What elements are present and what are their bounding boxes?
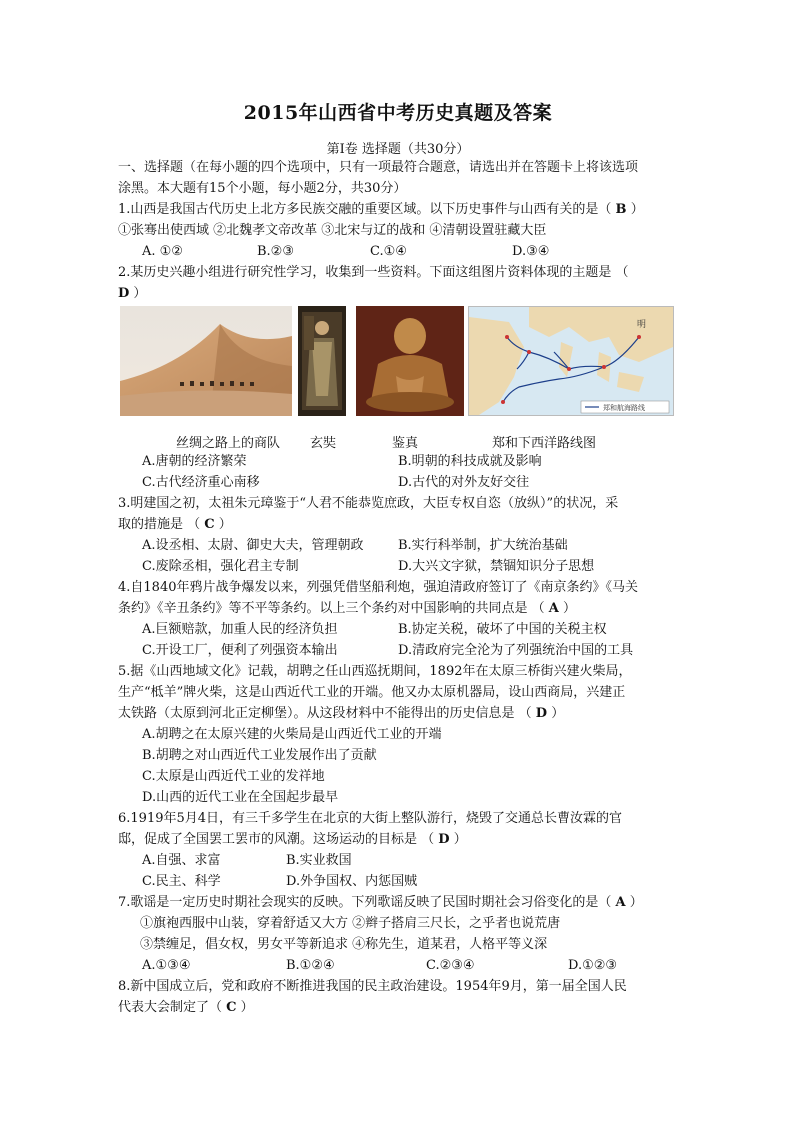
caption-xuanzang: 玄奘 (310, 436, 337, 451)
question-7-items-1: ①旗袍西服中山装，穿着舒适又大方 ②辫子搭肩三尺长，之乎者也说荒唐 (140, 916, 561, 931)
question-4-stem-cont: 条约》《辛丑条约》等不平等条约。以上三个条约对中国影响的共同点是 （ A ） (118, 601, 577, 616)
silk-road-caravan-image (120, 306, 292, 416)
question-5-option-c: C.太原是山西近代工业的发祥地 (142, 769, 325, 784)
caption-zheng-he-map: 郑和下西洋路线图 (492, 436, 597, 451)
question-5-answer: D (535, 706, 548, 721)
question-4-option-c: C.开设工厂，便利了列强资本输出 (142, 643, 338, 658)
question-2-stem: 2.某历史兴趣小组进行研究性学习，收集到一些资料。下面这组图片资料体现的主题是 （ (118, 265, 629, 280)
question-8-stem-cont: 代表大会制定了（ C ） (118, 1000, 254, 1015)
caption-caravan: 丝绸之路上的商队 (176, 436, 281, 451)
question-1-option-b: B.②③ (257, 244, 294, 259)
question-7-stem: 7.歌谣是一定历史时期社会现实的反映。下列歌谣反映了民国时期社会习俗变化的是（ A ） (118, 895, 643, 910)
question-3-option-d: D.大兴文字狱，禁锢知识分子思想 (398, 559, 595, 574)
question-7-items-2: ③禁缠足，倡女权，男女平等新追求 ④称先生，道某君，人格平等义深 (140, 937, 548, 952)
section-heading: 第Ⅰ卷 选择题（共30分） (326, 142, 470, 157)
question-3-option-c: C.废除丞相，强化君主专制 (142, 559, 299, 574)
question-1-option-a: A. ①② (142, 244, 183, 259)
jianzhen-image (356, 306, 464, 416)
question-6-stem-cont: 邸，促成了全国罢工罢市的风潮。这场运动的目标是 （ D ） (118, 832, 467, 847)
question-7-option-b: B.①②④ (286, 958, 335, 973)
page-title: 2015年山西省中考历史真题及答案 (243, 102, 553, 124)
question-4-answer: A (548, 601, 559, 616)
intro-line-2: 涂黑。本大题有15个小题，每小题2分，共30分） (118, 181, 407, 196)
question-4-option-d: D.清政府完全沦为了列强统治中国的工具 (398, 643, 634, 658)
question-2-option-d: D.古代的对外友好交往 (398, 475, 530, 490)
question-2-option-a: A.唐朝的经济繁荣 (142, 454, 247, 469)
question-7-option-a: A.①③④ (142, 958, 191, 973)
question-6-answer: D (438, 832, 450, 847)
question-5-option-b: B.胡聘之对山西近代工业发展作出了贡献 (142, 748, 377, 763)
xuanzang-image (298, 306, 346, 416)
question-1-option-c: C.①④ (370, 244, 407, 259)
question-6-option-a: A.自强、求富 (142, 853, 221, 868)
question-3-stem: 3.明建国之初，太祖朱元璋鉴于“人君不能恭览庶政，大臣专权自恣（放纵）”的状况，采 (118, 496, 619, 511)
question-7-option-c: C.②③④ (426, 958, 475, 973)
question-3-option-b: B.实行科举制，扩大统治基础 (398, 538, 568, 553)
question-3-answer: C (204, 517, 215, 532)
question-8-stem: 8.新中国成立后，党和政府不断推进我国的民主政治建设。1954年9月，第一届全国人民 (118, 979, 627, 994)
zheng-he-route-map (468, 306, 674, 416)
question-7-option-d: D.①②③ (568, 958, 618, 973)
question-7-answer: A (615, 895, 626, 910)
question-5-option-d: D.山西的近代工业在全国起步最早 (142, 790, 339, 805)
caption-jianzhen: 鉴真 (392, 436, 419, 451)
question-1-items: ①张骞出使西域 ②北魏孝文帝改革 ③北宋与辽的战和 ④清朝设置驻藏大臣 (118, 223, 547, 238)
question-4-stem: 4.自1840年鸦片战争爆发以来，列强凭借坚船利炮，强迫清政府签订了《南京条约》《马关 (118, 580, 638, 595)
question-5-line-3: 太铁路（太原到河北正定柳堡）。从这段材料中不能得出的历史信息是 （ D ） (118, 706, 565, 721)
map-label-ming: 明 (637, 320, 647, 330)
question-1-option-d: D.③④ (512, 244, 550, 259)
question-6-option-c: C.民主、科学 (142, 874, 221, 889)
question-5-line-2: 生产“柢羊”牌火柴，这是山西近代工业的开端。他又办太原机器局，设山西商局，兴建正 (118, 685, 626, 700)
question-6-option-d: D.外争国权、内惩国贼 (286, 874, 418, 889)
question-8-answer: C (226, 1000, 237, 1015)
question-2-answer: D (118, 286, 130, 301)
question-6-option-b: B.实业救国 (286, 853, 352, 868)
intro-line-1: 一、选择题（在每小题的四个选项中，只有一项最符合题意，请选出并在答题卡上将该选项 (118, 160, 639, 175)
question-4-option-b: B.协定关税，破坏了中国的关税主权 (398, 622, 607, 637)
question-2-option-b: B.明朝的科技成就及影响 (398, 454, 542, 469)
question-6-stem: 6.1919年5月4日，有三千多学生在北京的大街上整队游行，烧毁了交通总长曹汝霖的官 (118, 811, 623, 826)
question-4-option-a: A.巨额赔款，加重人民的经济负担 (142, 622, 338, 637)
question-2-stem-cont: D ） (118, 286, 147, 301)
question-1-answer: B (615, 202, 627, 217)
question-3-option-a: A.设丞相、太尉、御史大夫，管理朝政 (142, 538, 364, 553)
question-5-option-a: A.胡聘之在太原兴建的火柴局是山西近代工业的开端 (142, 727, 442, 742)
question-3-stem-cont: 取的措施是 （ C ） (118, 517, 232, 532)
question-2-option-c: C.古代经济重心南移 (142, 475, 260, 490)
question-5-line-1: 5.据《山西地域文化》记载，胡聘之任山西巡抚期间，1892年在太原三桥街兴建火柴局， (118, 664, 632, 679)
map-legend-label: 郑和航海路线 (603, 404, 645, 412)
question-1-stem: 1.山西是我国古代历史上北方多民族交融的重要区域。以下历史事件与山西有关的是（ B ） (118, 202, 644, 217)
